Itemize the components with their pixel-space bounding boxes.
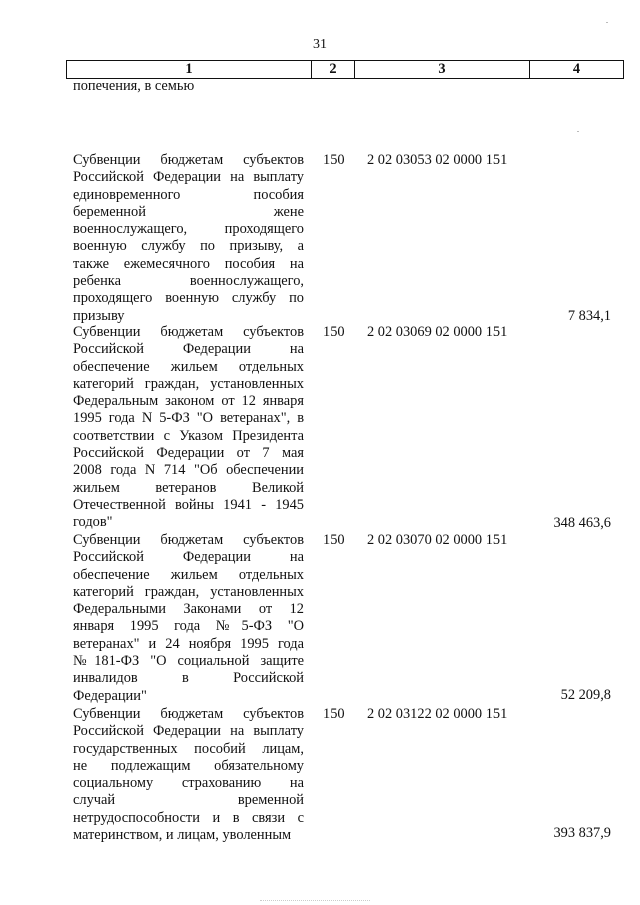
row-code: 2 02 03069 02 0000 151 bbox=[367, 324, 508, 340]
row-code: 2 02 03122 02 0000 151 bbox=[367, 706, 508, 722]
row-amount: 52 209,8 bbox=[560, 687, 611, 703]
row-amount: 393 837,9 bbox=[553, 825, 611, 841]
scan-speck bbox=[577, 131, 579, 132]
row-name: Субвенции бюджетам субъектов Российской Федерации на обеспечение жильем отдельных категорий граждан, установленных Федеральными Законами от 12 января 1995 года №5-ФЗ "О ветеранах" и 24 ноября 1995 года №181-ФЗ "О социальной защите инвалидов в Российской Федерации" bbox=[73, 532, 304, 704]
table-header bbox=[66, 60, 624, 79]
row-code: 2 02 03070 02 0000 151 bbox=[367, 532, 508, 548]
row-admin: 150 bbox=[323, 152, 345, 168]
page-number: 31 bbox=[313, 37, 327, 52]
header-col-2: 2 bbox=[312, 61, 355, 78]
continuation-text: попечения, в семью bbox=[73, 78, 195, 94]
row-name: Субвенции бюджетам субъектов Российской Федерации на выплату единовременного пособия беременной жене военнослужащего, проходящего военную службу по призыву, а также ежемесячного пособия на ребенка военнослужащего, проходящего военную службу по призыву bbox=[73, 152, 304, 324]
header-col-4: 4 bbox=[572, 61, 581, 77]
row-admin: 150 bbox=[323, 706, 345, 722]
row-code: 2 02 03053 02 0000 151 bbox=[367, 152, 508, 168]
row-name: Субвенции бюджетам субъектов Российской Федерации на выплату государственных пособий лицам, не подлежащим обязательному социальному страхованию на случай временной нетрудоспособности и в связи с материнством, и лицам, уволенным bbox=[73, 706, 304, 844]
row-name: Субвенции бюджетам субъектов Российской Федерации на обеспечение жильем отдельных категорий граждан, установленных Федеральным законом от 12 января 1995 года N 5-ФЗ "О ветеранах", в соответствии с Указом Президента Российской Федерации от 7 мая 2008 года N 714 "Об обеспечении жильем ветеранов Великой Отечественной войны 1941 - 1945 годов" bbox=[73, 324, 304, 531]
row-admin: 150 bbox=[323, 532, 345, 548]
scan-speck bbox=[606, 22, 608, 23]
row-amount: 7 834,1 bbox=[567, 308, 611, 324]
row-admin: 150 bbox=[323, 324, 345, 340]
row-amount: 348 463,6 bbox=[553, 515, 611, 531]
header-col-1: 1 bbox=[67, 61, 312, 78]
scan-artifact bbox=[260, 900, 370, 903]
header-col-3: 3 bbox=[355, 61, 530, 78]
